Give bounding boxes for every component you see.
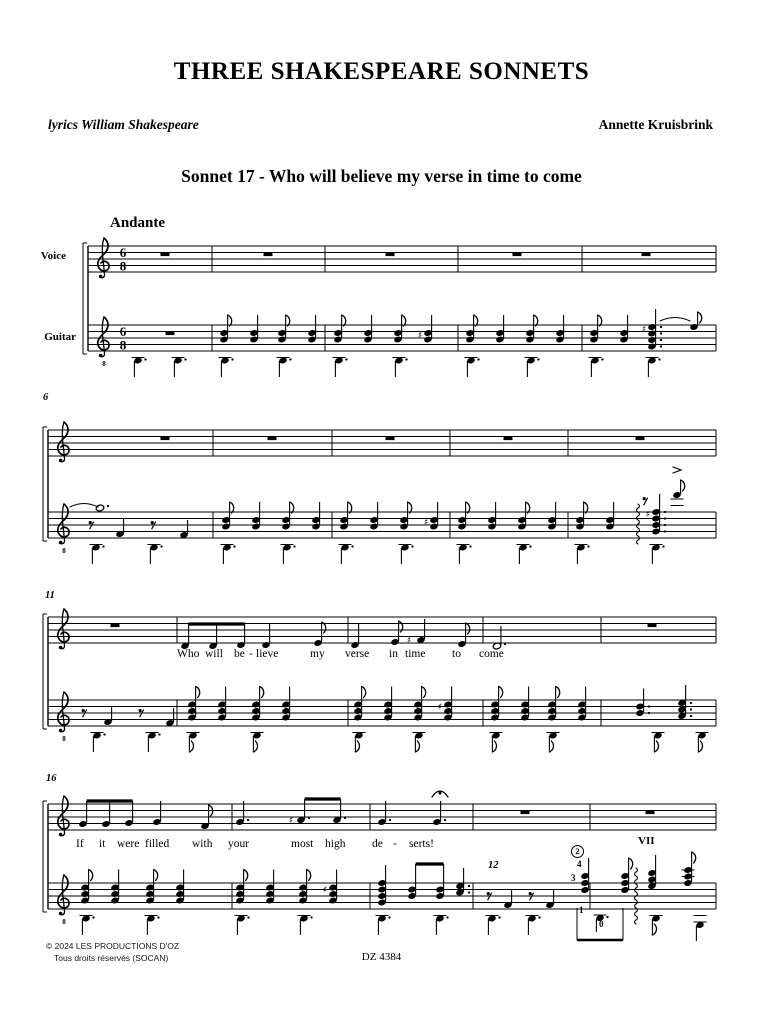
lyricist-credit: lyrics William Shakespeare [48,117,199,132]
svg-text:♯: ♯ [645,510,651,520]
lyric-line-1-syllable: verse [345,648,370,660]
svg-text:♯: ♯ [437,702,443,713]
svg-text:8: 8 [62,547,66,555]
svg-text:8: 8 [62,735,66,743]
lyric-line-2-syllable: most [291,838,314,850]
measure-number-6: 6 [43,392,49,403]
measure-number-11: 11 [45,590,55,601]
lyric-line-2-syllable: your [228,838,250,850]
svg-text:♯: ♯ [417,331,423,341]
lyric-line-2-syllable: it [99,838,106,850]
svg-text:♯: ♯ [406,636,412,646]
svg-text:8: 8 [62,918,66,926]
finger-1: 1 [579,905,584,915]
lyric-line-1-syllable: be [234,648,245,660]
svg-text:8: 8 [119,337,127,353]
position-vii: VII [638,835,655,847]
svg-text:♯: ♯ [641,325,647,335]
lyric-line-2-syllable: high [325,838,346,850]
svg-text:6: 6 [119,245,127,260]
copyright-line-2: Tous droits réservés (SOCAN) [54,953,169,963]
svg-text:♯: ♯ [423,518,429,528]
guitar-staff-label: Guitar [44,331,76,343]
lyric-line-1-syllable: in [389,648,398,660]
lyric-line-1-syllable: time [405,648,426,660]
tempo-marking: Andante [110,215,166,231]
lyric-line-2-syllable: were [117,838,140,850]
voice-staff-label: Voice [40,250,66,262]
lyric-line-2-syllable: filled [145,838,170,850]
lyric-line-1-syllable: come [479,648,504,660]
svg-text:♯: ♯ [288,816,294,826]
lyric-line-1-syllable: lieve [256,648,279,660]
movement-title: Sonnet 17 - Who will believe my verse in time to come [181,166,582,186]
copyright-line-1: © 2024 LES PRODUCTIONS D'OZ [46,941,180,951]
finger-0: 0 [599,919,604,929]
svg-text:6: 6 [119,324,127,339]
svg-text:♯: ♯ [322,885,328,896]
lyric-line-1-syllable: will [205,648,223,660]
finger-4: 4 [577,859,582,869]
plate-number: DZ 4384 [361,951,402,963]
lyric-line-1-syllable: - [249,648,253,660]
finger-circled-2: 2 [571,845,584,858]
lyric-line-2-syllable: If [76,838,84,850]
svg-text:8: 8 [119,258,127,274]
measure-number-16: 16 [46,773,57,784]
lyric-line-1-syllable: my [310,648,325,660]
finger-3: 3 [571,873,576,883]
page-title: THREE SHAKESPEARE SONNETS [173,58,590,85]
lyric-line-2-syllable: with [192,838,213,850]
lyric-line-1-syllable: to [452,648,461,660]
lyric-line-2-syllable: serts! [409,838,434,850]
composer-credit: Annette Kruisbrink [598,117,713,132]
fret-mark-12: 12 [488,860,499,871]
lyric-line-1-syllable: Who [177,648,200,660]
svg-text:8: 8 [102,360,106,368]
lyric-line-2-syllable: de [372,838,383,850]
lyric-line-2-syllable: - [393,838,397,850]
